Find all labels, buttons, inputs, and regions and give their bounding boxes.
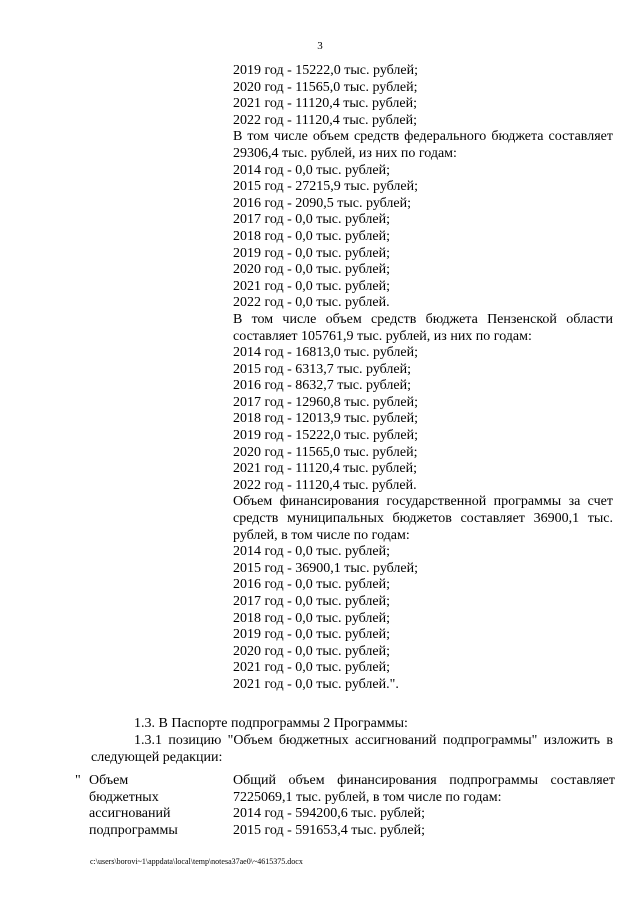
list-item: 2020 год - 11565,0 тыс. рублей; bbox=[233, 79, 418, 95]
list-item: 2016 год - 8632,7 тыс. рублей; bbox=[233, 378, 412, 394]
table-label-line: подпрограммы bbox=[89, 822, 178, 838]
list-item: 2018 год - 12013,9 тыс. рублей; bbox=[233, 411, 419, 427]
page-number: 3 bbox=[317, 40, 323, 52]
funding-text-block bbox=[233, 63, 613, 694]
list-item: 2016 год - 0,0 тыс. рублей; bbox=[233, 577, 391, 593]
section-1-3-heading: 1.3. В Паспорте подпрограммы 2 Программы: bbox=[134, 716, 408, 731]
table-right-column bbox=[233, 773, 615, 839]
list-item: 2016 год - 2090,5 тыс. рублей; bbox=[233, 195, 412, 211]
municipal-years-list bbox=[233, 544, 613, 693]
file-path-footer: c:\users\borovi~1\appdata\local\temp\notesa37ae0\~4615375.docx bbox=[90, 857, 303, 866]
list-item: 2020 год - 11565,0 тыс. рублей; bbox=[233, 444, 418, 460]
section-1-3-1-paragraph: 1.3.1 позицию "Объем бюджетных ассигнований подпрограммы" изложить в следующей редакции: bbox=[91, 733, 613, 765]
subprogram-total-paragraph: Общий объем финансирования подпрограммы составляет 7225069,1 тыс. рублей, в том числе по годам: bbox=[233, 773, 615, 805]
list-item: 2014 год - 16813,0 тыс. рублей; bbox=[233, 345, 419, 361]
list-item: 2021 год - 0,0 тыс. рублей.". bbox=[233, 676, 399, 692]
opening-quote-mark: " bbox=[75, 773, 81, 788]
list-item: 2019 год - 0,0 тыс. рублей; bbox=[233, 627, 391, 643]
list-item: 2017 год - 12960,8 тыс. рублей; bbox=[233, 394, 419, 410]
list-item: 2019 год - 15222,0 тыс. рублей; bbox=[233, 63, 419, 78]
list-item: 2014 год - 594200,6 тыс. рублей; bbox=[233, 806, 426, 822]
list-item: 2015 год - 36900,1 тыс. рублей; bbox=[233, 560, 419, 576]
list-item: 2020 год - 0,0 тыс. рублей; bbox=[233, 262, 391, 278]
years-list-top bbox=[233, 63, 613, 129]
federal-intro-paragraph: В том числе объем средств федерального бюджета составляет 29306,4 тыс. рублей, из них по годам: bbox=[233, 129, 613, 161]
municipal-intro-paragraph: Объем финансирования государственной программы за счет средств муниципальных бюджетов составляет 36900,1 тыс. рублей, в том числе по годам: bbox=[233, 494, 613, 543]
list-item: 2021 год - 0,0 тыс. рублей; bbox=[233, 278, 391, 294]
regional-intro-paragraph: В том числе объем средств бюджета Пензенской области составляет 105761,9 тыс. рублей, из них по годам: bbox=[233, 311, 613, 344]
list-item: 2015 год - 6313,7 тыс. рублей; bbox=[233, 361, 412, 377]
list-item: 2021 год - 11120,4 тыс. рублей; bbox=[233, 461, 417, 477]
list-item: 2021 год - 0,0 тыс. рублей; bbox=[233, 660, 391, 676]
table-left-column bbox=[89, 773, 229, 839]
list-item: 2015 год - 591653,4 тыс. рублей; bbox=[233, 822, 426, 838]
list-item: 2021 год - 11120,4 тыс. рублей; bbox=[233, 96, 417, 112]
list-item: 2018 год - 0,0 тыс. рублей; bbox=[233, 610, 391, 626]
table-label-line: ассигнований bbox=[89, 806, 171, 822]
list-item: 2017 год - 0,0 тыс. рублей; bbox=[233, 594, 391, 609]
list-item: 2019 год - 15222,0 тыс. рублей; bbox=[233, 428, 419, 444]
list-item: 2019 год - 0,0 тыс. рублей; bbox=[233, 245, 391, 261]
list-item: 2022 год - 11120,4 тыс. рублей; bbox=[233, 112, 417, 128]
table-label-line: Объем bbox=[89, 773, 129, 788]
list-item: 2022 год - 11120,4 тыс. рублей. bbox=[233, 477, 417, 493]
federal-years-list bbox=[233, 163, 613, 312]
table-label-line: бюджетных bbox=[89, 789, 159, 805]
list-item: 2015 год - 27215,9 тыс. рублей; bbox=[233, 179, 419, 195]
list-item: 2014 год - 0,0 тыс. рублей; bbox=[233, 162, 391, 178]
list-item: 2014 год - 0,0 тыс. рублей; bbox=[233, 544, 391, 560]
list-item: 2018 год - 0,0 тыс. рублей; bbox=[233, 228, 391, 244]
list-item: 2020 год - 0,0 тыс. рублей; bbox=[233, 643, 391, 659]
regional-years-list bbox=[233, 345, 613, 494]
list-item: 2022 год - 0,0 тыс. рублей. bbox=[233, 295, 390, 311]
list-item: 2017 год - 0,0 тыс. рублей; bbox=[233, 212, 391, 228]
